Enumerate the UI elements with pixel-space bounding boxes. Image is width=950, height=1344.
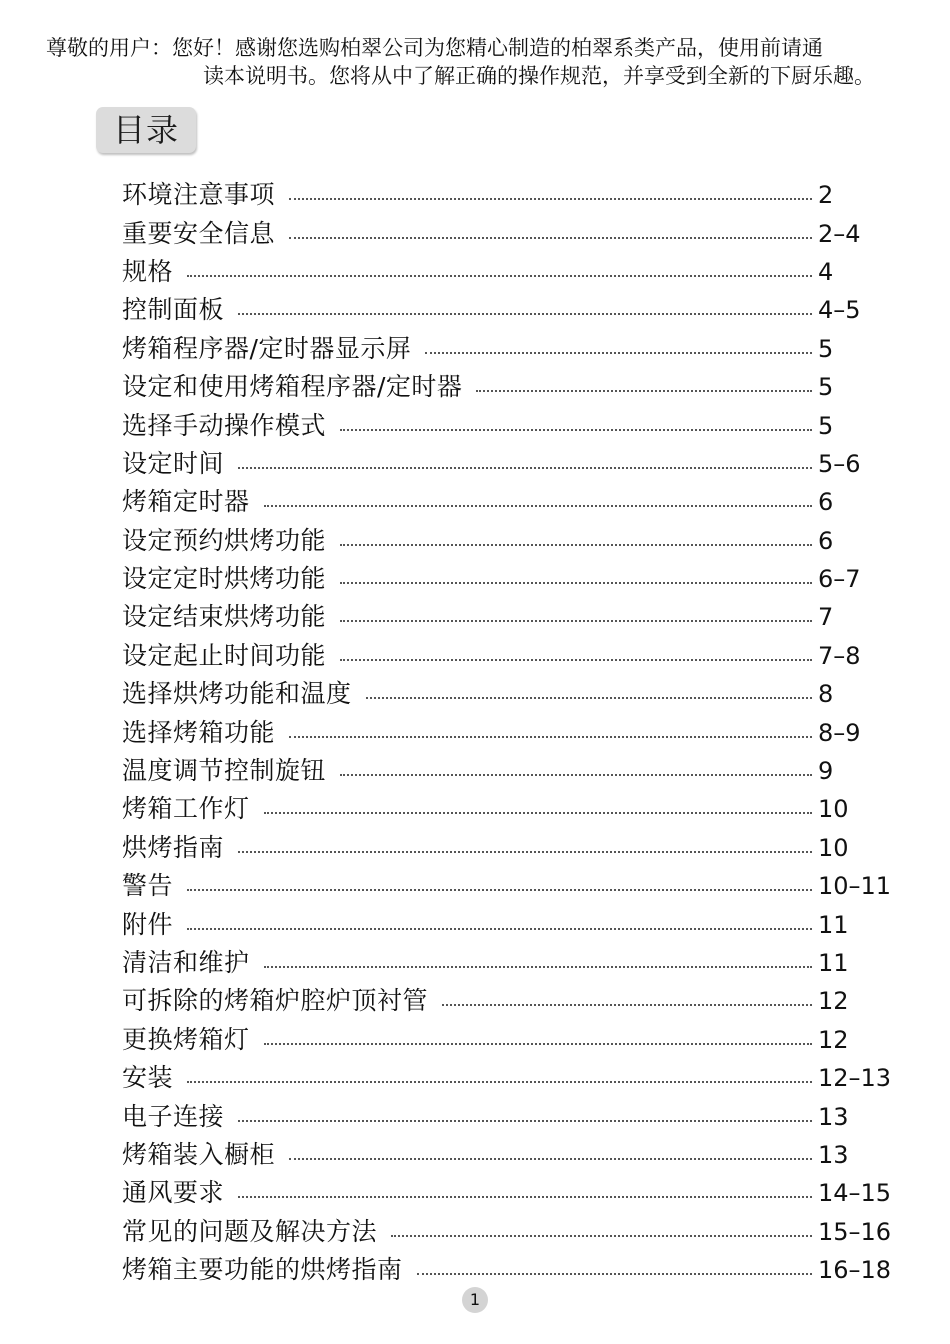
toc-entry-page: 12 [818, 1025, 849, 1054]
dotted-leader [187, 928, 812, 930]
dotted-leader [366, 697, 812, 699]
dotted-leader [238, 313, 812, 315]
toc-entry-title: 烘烤指南 [122, 832, 225, 862]
dotted-leader [340, 659, 812, 661]
toc-entry-page: 5–6 [818, 449, 861, 478]
toc-entry-page: 13 [818, 1140, 849, 1169]
toc-entry[interactable] [122, 368, 892, 406]
toc-entry-title: 设定定时烘烤功能 [122, 564, 327, 594]
dotted-leader [264, 812, 812, 814]
toc-entry[interactable] [122, 214, 892, 252]
toc-entry[interactable] [122, 598, 892, 636]
toc-entry-page: 6–7 [818, 565, 861, 594]
page-number-badge: 1 [462, 1287, 488, 1313]
toc-entry[interactable] [122, 1097, 892, 1135]
dotted-leader [264, 505, 812, 507]
toc-entry-title: 通风要求 [122, 1178, 225, 1208]
dotted-leader [289, 198, 812, 200]
toc-entry[interactable] [122, 905, 892, 943]
toc-entry-page: 5 [818, 373, 834, 402]
toc-entry[interactable] [122, 944, 892, 982]
toc-entry-page: 5 [818, 334, 834, 363]
toc-entry-title: 烤箱装入橱柜 [122, 1139, 276, 1169]
dotted-leader [340, 582, 812, 584]
toc-entry-page: 7 [818, 603, 834, 632]
toc-entry[interactable] [122, 560, 892, 598]
dotted-leader [289, 736, 812, 738]
dotted-leader [340, 429, 812, 431]
toc-entry[interactable] [122, 752, 892, 790]
toc-entry-title: 警告 [122, 871, 174, 901]
toc-entry-title: 规格 [122, 256, 174, 286]
toc-entry[interactable] [122, 982, 892, 1020]
toc-entry-page: 6 [818, 526, 834, 555]
toc-entry[interactable] [122, 829, 892, 867]
dotted-leader [238, 1120, 812, 1122]
toc-entry-page: 10 [818, 795, 849, 824]
dotted-leader [289, 237, 812, 239]
dotted-leader [340, 620, 812, 622]
toc-entry-page: 16–18 [818, 1256, 892, 1285]
toc-entry[interactable] [122, 176, 892, 214]
table-of-contents [122, 176, 892, 1289]
toc-entry-page: 11 [818, 949, 849, 977]
toc-entry-page: 12–13 [818, 1064, 892, 1093]
toc-entry[interactable] [122, 483, 892, 521]
dotted-leader [187, 275, 812, 277]
toc-entry-title: 环境注意事项 [122, 180, 276, 210]
dotted-leader [417, 1273, 812, 1275]
toc-entry[interactable] [122, 675, 892, 713]
toc-entry-page: 4–5 [818, 296, 861, 325]
toc-entry-title: 烤箱定时器 [122, 487, 250, 517]
toc-entry-page: 8 [818, 680, 834, 709]
toc-heading: 目录 [96, 107, 196, 153]
toc-entry-page: 14–15 [818, 1179, 892, 1208]
toc-entry-page: 4 [818, 257, 834, 286]
intro-line-1: 尊敬的用户：您好！感谢您选购柏翠公司为您精心制造的柏翠系类产品，使用前请通 [46, 36, 823, 60]
toc-entry-page: 2 [818, 181, 834, 210]
toc-entry-title: 烤箱工作灯 [122, 794, 250, 824]
dotted-leader [340, 544, 812, 546]
toc-entry-title: 附件 [122, 909, 174, 939]
toc-entry-page: 10–11 [818, 872, 892, 901]
dotted-leader [391, 1235, 812, 1237]
toc-entry[interactable] [122, 1251, 892, 1289]
toc-entry-title: 烤箱主要功能的烘烤指南 [122, 1255, 403, 1285]
dotted-leader [238, 467, 812, 469]
toc-entry[interactable] [122, 522, 892, 560]
dotted-leader [340, 774, 812, 776]
toc-entry-page: 7–8 [818, 641, 861, 670]
toc-entry-title: 可拆除的烤箱炉腔炉顶衬管 [122, 986, 429, 1016]
toc-entry-title: 常见的问题及解决方法 [122, 1216, 378, 1246]
toc-entry-page: 5 [818, 411, 834, 440]
dotted-leader [264, 1043, 812, 1045]
toc-entry[interactable] [122, 867, 892, 905]
toc-entry-title: 重要安全信息 [122, 218, 276, 248]
dotted-leader [187, 1081, 812, 1083]
toc-entry-title: 清洁和维护 [122, 948, 250, 977]
toc-entry[interactable] [122, 1136, 892, 1174]
toc-entry[interactable] [122, 637, 892, 675]
toc-entry[interactable] [122, 330, 892, 368]
intro-line-2: 读本说明书。您将从中了解正确的操作规范，并享受到全新的下厨乐趣。 [203, 64, 875, 88]
toc-entry-page: 12 [818, 987, 849, 1016]
dotted-leader [187, 889, 812, 891]
toc-entry-title: 烤箱程序器/定时器显示屏 [122, 333, 412, 363]
toc-entry-title: 设定时间 [122, 448, 225, 478]
toc-entry-title: 设定结束烘烤功能 [122, 602, 327, 632]
toc-entry-title: 设定起止时间功能 [122, 640, 327, 670]
dotted-leader [264, 966, 812, 968]
toc-entry-page: 6 [818, 488, 834, 517]
toc-entry-title: 电子连接 [122, 1101, 225, 1131]
toc-entry-title: 控制面板 [122, 295, 225, 325]
toc-entry[interactable] [122, 790, 892, 828]
toc-entry[interactable] [122, 253, 892, 291]
toc-entry-title: 选择手动操作模式 [122, 410, 327, 440]
toc-entry-title: 设定预约烘烤功能 [122, 525, 327, 555]
dotted-leader [289, 1158, 812, 1160]
toc-entry[interactable] [122, 406, 892, 444]
toc-entry-page: 10 [818, 833, 849, 862]
toc-entry[interactable] [122, 1174, 892, 1212]
toc-entry-page: 13 [818, 1102, 849, 1131]
toc-entry-title: 选择烤箱功能 [122, 717, 276, 747]
toc-entry-page: 15–16 [818, 1217, 892, 1246]
dotted-leader [442, 1004, 812, 1006]
toc-entry-title: 安装 [122, 1063, 174, 1093]
dotted-leader [425, 352, 812, 354]
toc-entry[interactable] [122, 291, 892, 329]
toc-entry-title: 温度调节控制旋钮 [122, 756, 327, 786]
toc-entry[interactable] [122, 1059, 892, 1097]
dotted-leader [238, 1196, 812, 1198]
toc-entry-page: 11 [818, 910, 849, 939]
toc-entry-page: 9 [818, 757, 834, 786]
toc-entry-title: 设定和使用烤箱程序器/定时器 [122, 372, 463, 402]
toc-entry-page: 2–4 [818, 219, 861, 248]
toc-entry-page: 8–9 [818, 718, 861, 747]
toc-entry-title: 选择烘烤功能和温度 [122, 679, 352, 709]
dotted-leader [238, 851, 812, 853]
toc-entry[interactable] [122, 445, 892, 483]
toc-entry[interactable] [122, 1021, 892, 1059]
dotted-leader [476, 390, 812, 392]
toc-entry-title: 更换烤箱灯 [122, 1024, 250, 1054]
toc-entry[interactable] [122, 713, 892, 751]
toc-entry[interactable] [122, 1213, 892, 1251]
